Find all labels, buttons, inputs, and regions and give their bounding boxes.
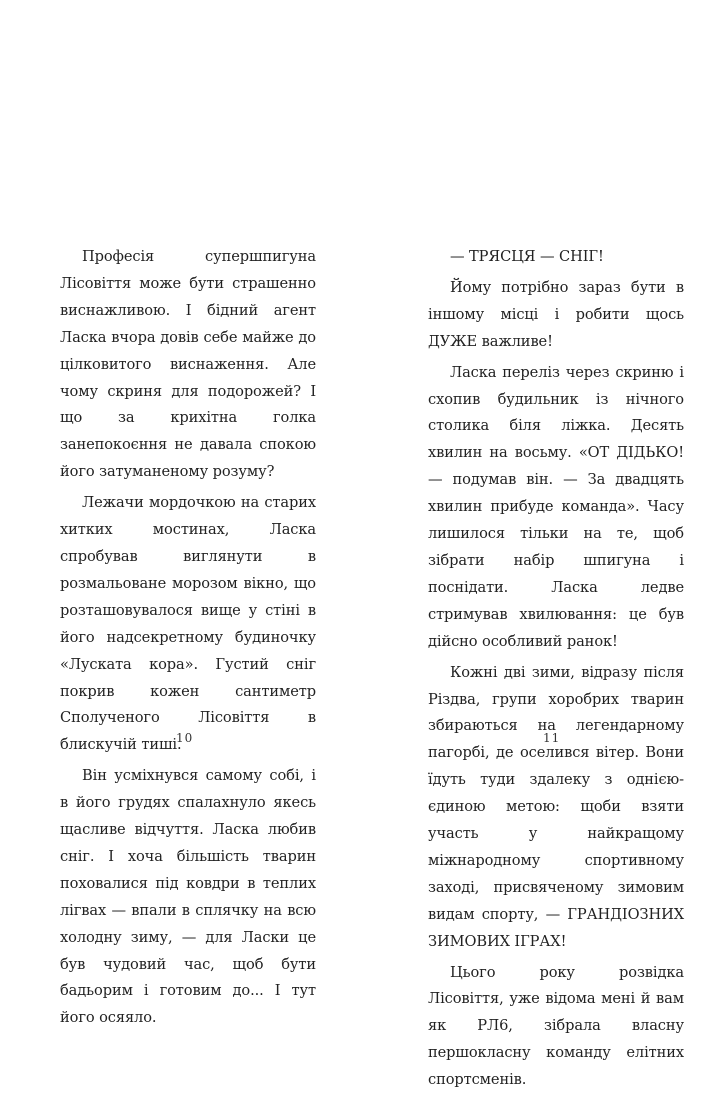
paragraph: Він усміхнувся самому собі, і в його грудях спалахнуло якесь щасливе відчуття. Ласка любив сніг. І хоча більшість тварин поховалися під ковдри в теплих лігвах — впали в сплячку на всю холодну зиму, — для Ласки це був чудовий час, щоб бути бадьорим і готовим до... І тут його осяяло. — [60, 767, 316, 1027]
right-page-text — [428, 244, 684, 1094]
left-page — [60, 244, 316, 1036]
left-page-text — [60, 244, 316, 1032]
paragraph: Професія супершпигуна Лісовіття може бути страшенно виснажливою. І бідний агент Ласка вчора довів себе майже до цілковитого виснаження. Але чому скриня для подорожей? І що за крихітна голка занепокоєння не давала спокою його затуманеному розуму? — [60, 248, 316, 481]
paragraph: Кожні дві зими, відразу після Різдва, групи хоробрих тварин збираються на легендарному пагорбі, де оселився вітер. Вони їдуть туди здалеку з однією-єдиною метою: щоби взяти участь у найкращому міжнародному спортивному заході, присвяченому зимовим видам спорту, — ГРАНДІОЗНИХ ЗИМОВИХ ІГРАХ! — [428, 663, 684, 950]
paragraph: — ТРЯСЦЯ — СНІГ! — [450, 248, 604, 265]
paragraph: Йому потрібно зараз бути в іншому місці і робити щось ДУЖЕ важливе! — [428, 278, 684, 350]
right-page — [428, 244, 684, 1098]
page-number-left: 10 — [176, 731, 194, 745]
paragraph: Ласка переліз через скриню і схопив будильник із нічного столика біля ліжка. Десять хвилин на восьму. «ОТ ДІДЬКО! — подумав він. — За двадцять хвилин прибуде команда». Часу лишилося тільки на те, щоб зібрати набір шпигуна і поснідати. Ласка ледве стримував хвилювання: це був дійсно особливий ранок! — [428, 363, 684, 650]
paragraph: Цього року розвідка Лісовіття, уже відома мені й вам як РЛ6, зібрала власну першокласну команду елітних спортсменів. — [428, 963, 684, 1089]
page-number-right: 11 — [543, 731, 561, 745]
paragraph: Лежачи мордочкою на старих хитких мостинах, Ласка спробував виглянути в розмальоване морозом вікно, що розташовувалося вище у стіні в його надсекретному будиночку «Луската кора». Густий сніг покрив кожен сантиметр Сполученого Лісовіття в блискучій тиші. — [60, 494, 316, 754]
